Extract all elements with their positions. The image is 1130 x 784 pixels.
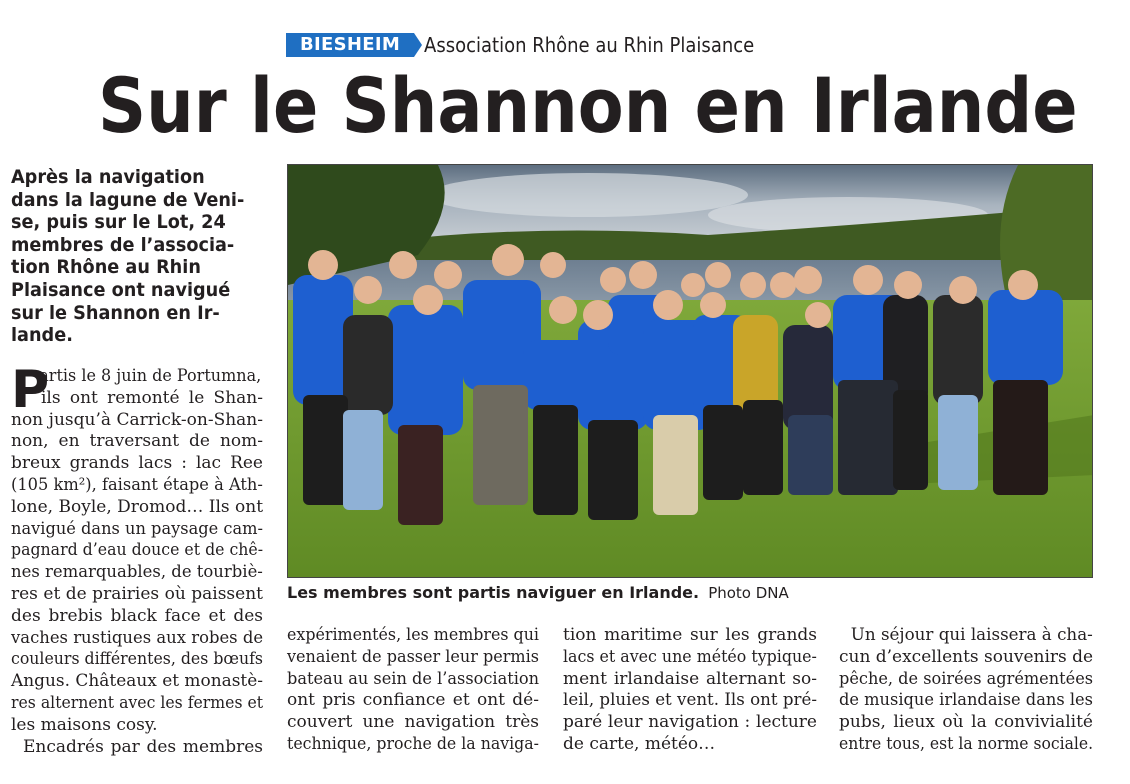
group-photo — [287, 164, 1093, 578]
body-line: lone, Boyle, Dromod… Ils ont — [11, 496, 264, 517]
body-line: pubs, lieux où la convivialité — [839, 712, 1093, 733]
body-line: navigué dans un paysage cam- — [11, 518, 264, 539]
body-line: non jusqu’à Carrick-on-Shan- — [11, 409, 263, 430]
body-line: les maisons cosy. — [11, 714, 158, 735]
lede-paragraph — [11, 166, 251, 347]
body-line: expérimentés, les membres qui — [287, 625, 540, 645]
body-line: tion maritime sur les grands — [563, 625, 817, 645]
body-line: nes remarquables, de tourbiè- — [11, 562, 263, 583]
body-line: des brebis black face et des — [11, 605, 263, 626]
body-line: couvert une navigation très — [287, 712, 539, 733]
body-line: paré leur navigation : lecture — [563, 712, 817, 733]
body-line: vaches rustiques aux robes de — [11, 627, 264, 648]
lede-line: Après la navigation — [11, 166, 205, 188]
lede-line: se, puis sur le Lot, 24 — [11, 211, 226, 234]
body-line: de musique irlandaise dans les — [839, 690, 1093, 711]
body-line: pagnard d’eau douce et de chê- — [11, 540, 264, 561]
body-column-2 — [287, 625, 539, 756]
caption-text: Les membres sont partis naviguer en Irlande. — [287, 583, 700, 602]
body-line: couleurs différentes, des bœufs — [11, 649, 264, 670]
body-line: res et de prairies où paissent — [11, 583, 263, 604]
body-line: cun d’excellents souvenirs de — [839, 646, 1094, 667]
body-column-3 — [563, 625, 817, 756]
body-line: Encadrés par des membres — [23, 736, 263, 757]
body-line: pêche, de soirées agrémentées — [839, 668, 1094, 689]
photo-credit: Photo DNA — [708, 584, 789, 602]
body-line: ont pris confiance et ont dé- — [287, 690, 539, 711]
body-line: non, en traversant de nom- — [11, 431, 263, 452]
lede-line: lande. — [11, 324, 73, 347]
body-column-1 — [11, 360, 264, 758]
body-line: ment irlandaise alternant so- — [563, 668, 817, 689]
body-line: technique, proche de la naviga- — [287, 733, 539, 754]
lede-line: tion Rhône au Rhin — [11, 256, 201, 279]
section-badge: BIESHEIM — [286, 33, 414, 57]
body-line: bateau au sein de l’association — [287, 668, 540, 689]
group-photo-illustration — [288, 165, 1093, 578]
body-line: (105 km²), faisant étape à Ath- — [11, 474, 263, 495]
body-line: lacs et avec une météo typique- — [563, 646, 817, 667]
headline: Sur le Shannon en Irlande — [98, 61, 1078, 150]
article-kicker — [286, 33, 791, 57]
body-line: de carte, météo… — [563, 733, 716, 754]
lede-line: membres de l’associa- — [11, 233, 235, 256]
body-line: artis le 8 juin de Portumna, — [39, 366, 262, 386]
photo-caption — [287, 582, 789, 604]
lede-line: sur le Shannon en Ir- — [11, 301, 220, 324]
body-line: Angus. Châteaux et monastè- — [11, 671, 263, 692]
body-line: res alternent avec les fermes et — [11, 692, 264, 713]
body-line: venaient de passer leur permis — [287, 646, 539, 667]
dropcap: P — [11, 360, 50, 420]
body-line: entre tous, est la norme sociale. — [839, 733, 1094, 754]
lede-line: dans la lagune de Veni- — [11, 188, 245, 211]
body-line: leil, pluies et vent. Ils ont pré- — [563, 690, 817, 711]
lede-line: Plaisance ont navigué — [11, 278, 231, 301]
kicker-text: Association Rhône au Rhin Plaisance — [424, 33, 755, 57]
body-column-4 — [839, 625, 1093, 756]
body-line: ils ont remonté le Shan- — [41, 387, 263, 408]
body-line: breux grands lacs : lac Ree — [11, 453, 263, 474]
body-line: Un séjour qui laissera à cha- — [850, 625, 1093, 645]
